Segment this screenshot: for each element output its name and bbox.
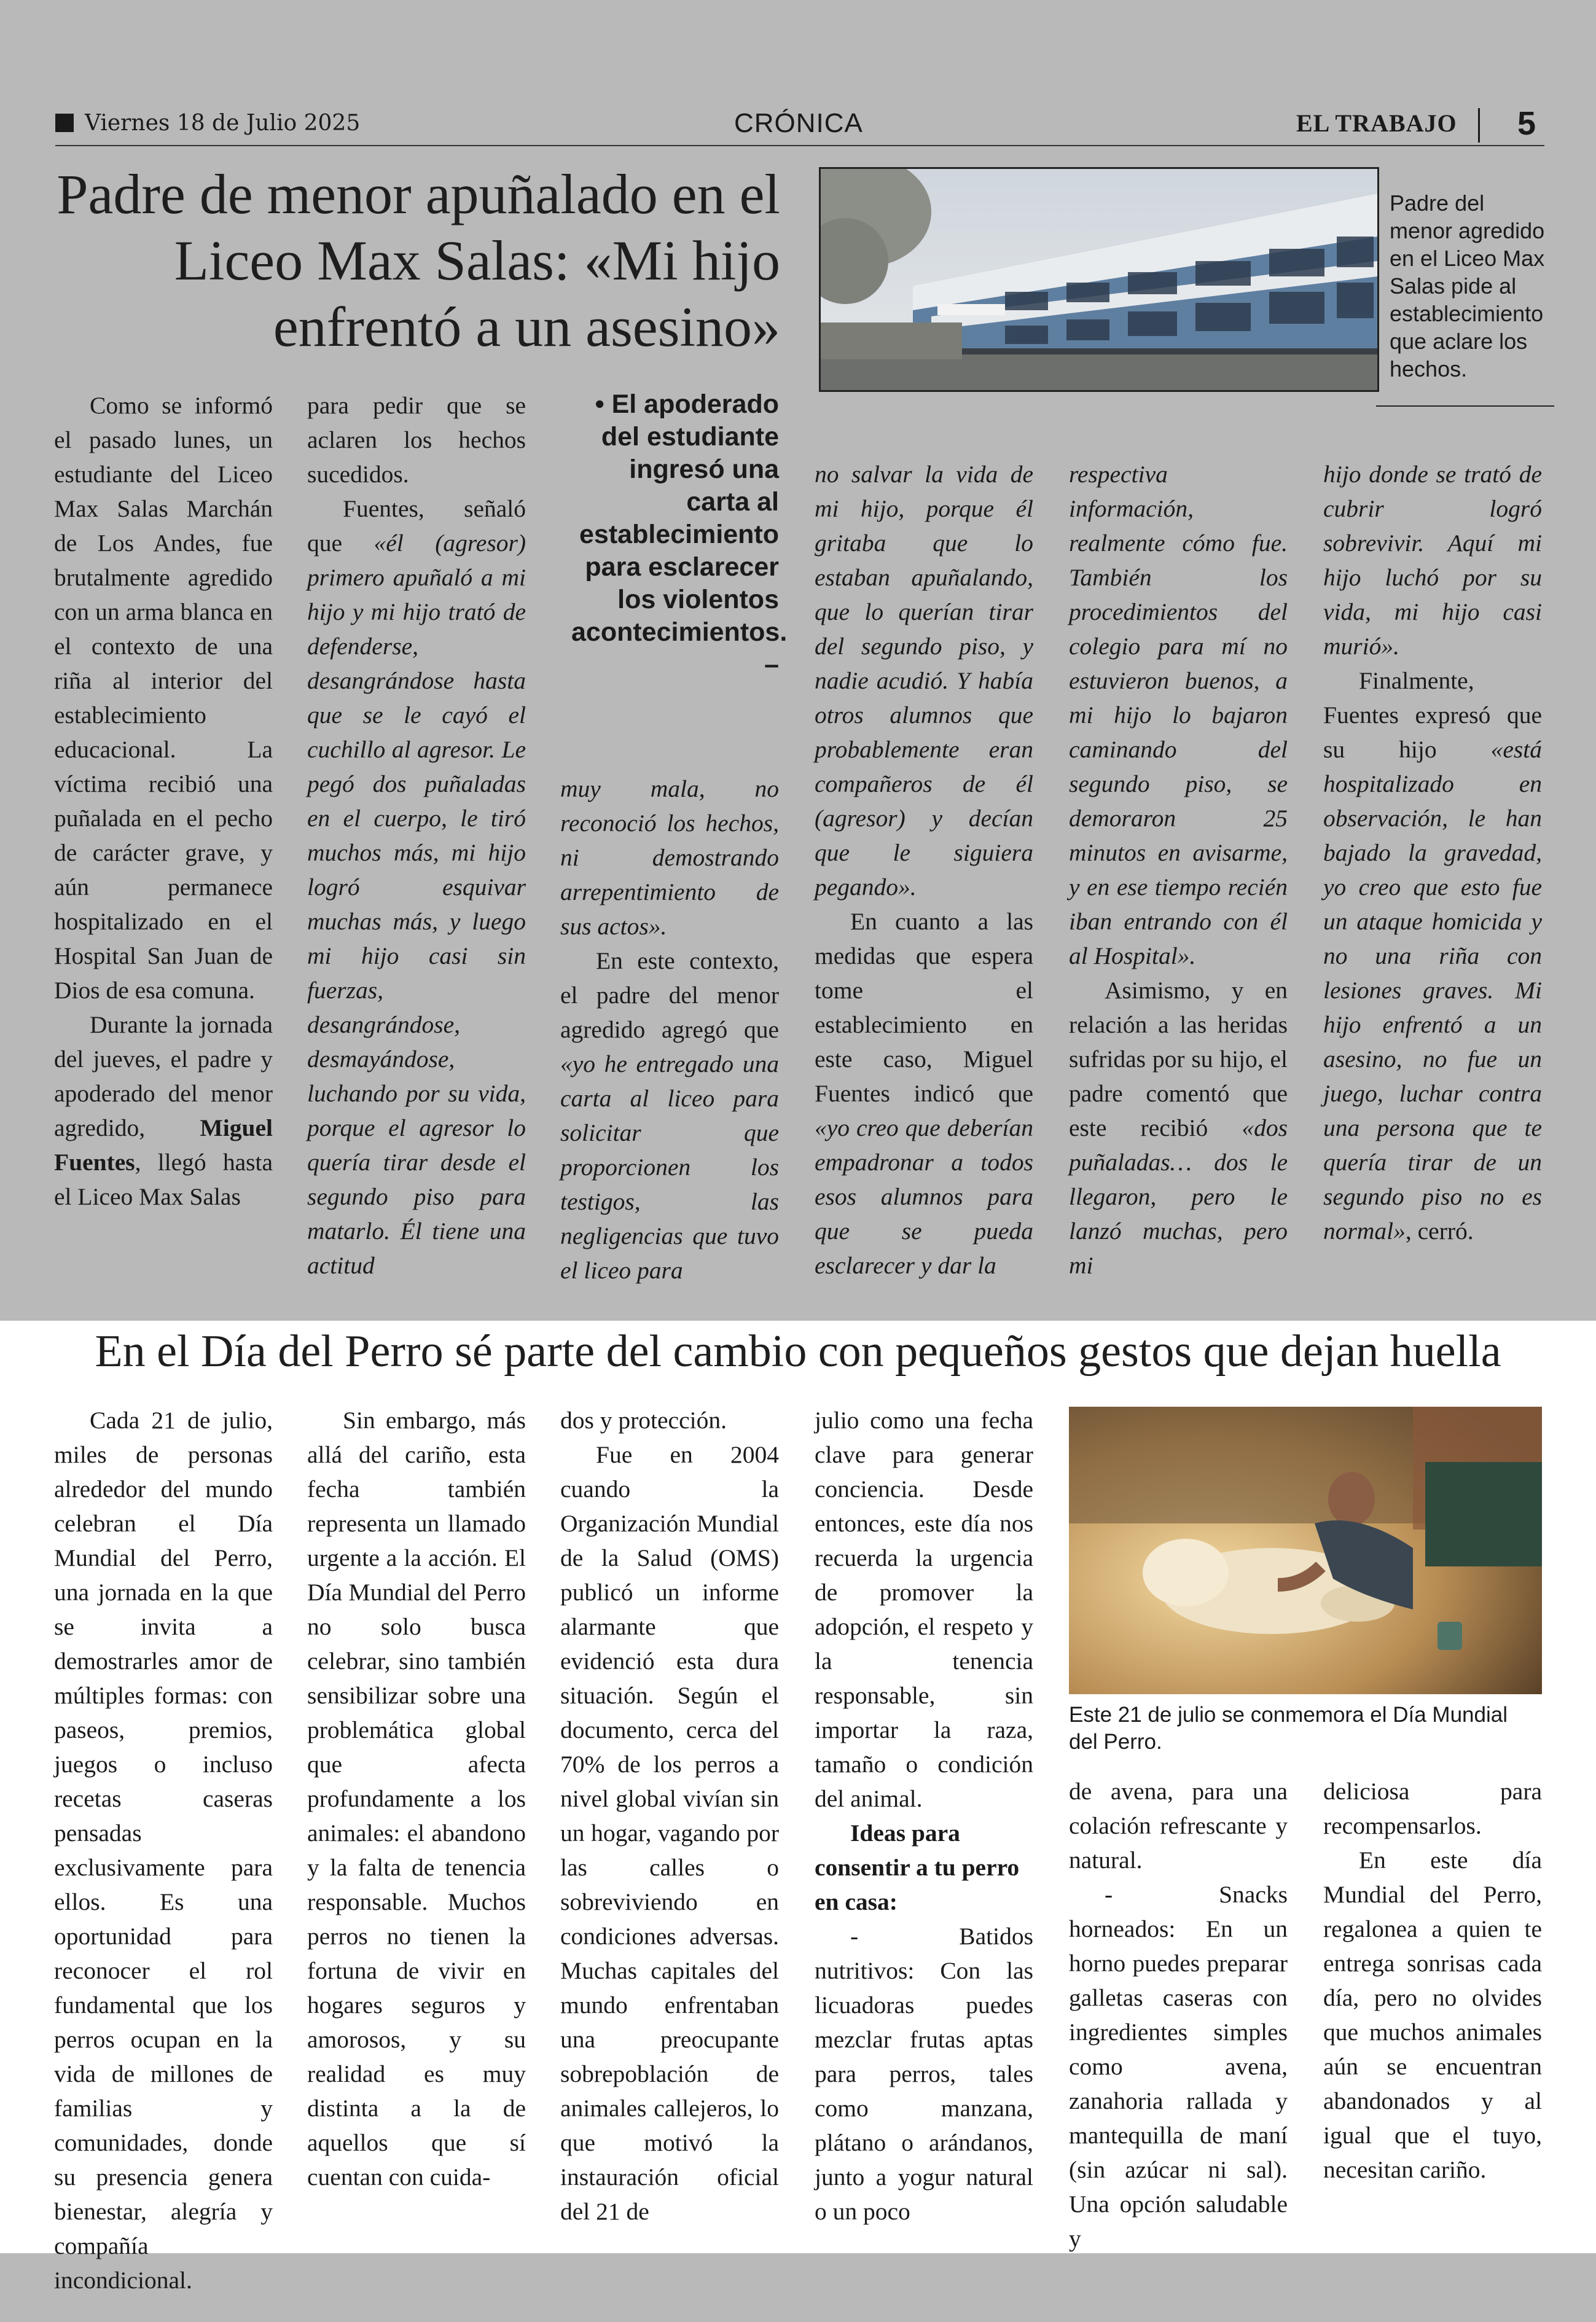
paragraph <box>560 944 779 1288</box>
paragraph: - Batidos nutritivos: Con las licuadoras puedes mezclar frutas aptas para perros, tales como manzana, plátano o arándanos, junto a yogur natural o un poco <box>815 1923 1033 2225</box>
paragraph <box>307 491 526 1283</box>
caption-rule <box>1376 405 1554 407</box>
article2-column-3 <box>560 1403 779 2229</box>
article1-photo-caption: Padre del menor agredido en el Liceo Max Salas pide al establecimiento que aclare los hechos. <box>1390 190 1545 381</box>
quote-run: «él (agresor) primero apuñaló a mi hijo y mi hijo trató de defenderse, desangrándose hasta que se le cayó el cuchillo al agresor. Le pegó dos puñaladas en el cuerpo, le tiró muchos más, mi hijo logró esquivar muchas más, y luego mi hijo casi sin fuerzas, desangrándose, desmayándose, luchando por su vida, porque el agresor lo quería tirar desde el segundo piso para matarlo. Él tiene una actitud <box>307 530 526 1279</box>
article2-column-1 <box>54 1403 273 2297</box>
page-number: 5 <box>1517 105 1536 142</box>
dog-photo <box>1069 1407 1542 1694</box>
paragraph: - Snacks horneados: En un horno puedes preparar galletas caseras con ingredientes simples como avena, zanahoria rallada y mantequilla de maní (sin azúcar ni sal). Una opción saludable y <box>1069 1881 1288 2252</box>
subheading: Ideas para consentir a tu perro en casa: <box>815 1820 1020 1915</box>
header-separator <box>1478 108 1480 143</box>
header-rule <box>55 145 1544 146</box>
article2-column-4 <box>815 1403 1033 2229</box>
article1-column-4 <box>815 457 1033 1283</box>
text-run: Asimismo, y en relación a las heridas sufridas por su hijo, el padre comentó que este recibió <box>1069 977 1288 1141</box>
paragraph: Como se informó el pasado lunes, un estudiante del Liceo Max Salas Marchán de Los Andes, fue brutalmente agredido con un arma blanca en el contexto de una riña al interior del establecimiento educacional. La víctima recibió una puñalada en el pecho de carácter grave, y aún permanece hospitalizado en el Hospital San Juan de Dios de esa comuna. <box>54 392 273 1004</box>
paragraph: En este día Mundial del Perro, regalonea a quien te entrega sonrisas cada día, pero no olvides que muchos animales aún se encuentran abandonados y al igual que el tuyo, necesitan cariño. <box>1323 1847 1542 2183</box>
quote-run: «dos puñaladas… dos le llegaron, pero le lanzó muchas, pero mi <box>1069 1114 1288 1279</box>
issue-date <box>55 102 360 145</box>
article1-column-6 <box>1323 457 1542 1248</box>
text-run: Fuentes, señaló que <box>307 495 526 557</box>
school-building-image <box>821 169 1377 390</box>
newspaper-name: EL TRABAJO <box>1296 109 1457 137</box>
paragraph <box>815 904 1033 1283</box>
paragraph <box>1323 663 1542 1248</box>
text-run: En este contexto, el padre del menor agredido agregó que <box>560 947 779 1043</box>
paragraph: respectiva información, realmente cómo fue. También los procedimientos del colegio para mí no estuvieron buenos, a mi hijo lo bajaron caminando del segundo piso, se demoraron 25 minutos en avisarme, y en ese tiempo recién iban entrando con él al Hospital». <box>1069 461 1288 969</box>
paragraph: para pedir que se aclaren los hechos sucedidos. <box>307 392 526 488</box>
paragraph: de avena, para una colación refrescante y natural. <box>1069 1778 1288 1874</box>
quote-run: «está hospitalizado en observación, le han bajado la gravedad, yo creo que esto fue un ataque homicida y no una riña con lesiones graves. Mi hijo enfrentó a un asesino, no fue un juego, luchar contra una persona que te quería tirar de un segundo piso no es normal» <box>1323 736 1542 1245</box>
article2-column-6 <box>1323 1774 1542 2187</box>
article2-column-5 <box>1069 1774 1288 2256</box>
paragraph: julio como una fecha clave para generar conciencia. Desde entonces, este día nos recuerda la urgencia de promover la adopción, el respeto y la tenencia responsable, sin importar la raza, tamaño o condición del animal. <box>815 1407 1033 1812</box>
paragraph: no salvar la vida de mi hijo, porque él gritaba que lo estaban apuñalando, que lo querían tirar del segundo piso, y nadie acudió. Y había otros alumnos que probablemente eran compañeros de él (agresor) y decían que le siguiera pegando». <box>815 461 1033 901</box>
article1-column-1 <box>54 388 273 1214</box>
text-run: , llegó hasta el Liceo Max Salas <box>54 1149 273 1210</box>
text-run: , cerró. <box>1405 1218 1474 1245</box>
text-run: Durante la jornada del jueves, el padre y apoderado del menor agredido, <box>54 1011 273 1141</box>
article2-column-2 <box>307 1403 526 2194</box>
dog-and-man-image <box>1069 1407 1542 1694</box>
article2-photo-caption: Este 21 de julio se conmemora el Día Mundial del Perro. <box>1069 1703 1508 1754</box>
article1-column-5 <box>1069 457 1288 1283</box>
article1-column-3 <box>560 772 779 1288</box>
paragraph <box>1069 973 1288 1283</box>
paragraph: Fue en 2004 cuando la Organización Mundial de la Salud (OMS) publicó un informe alarmante que evidenció esta dura situación. Según el documento, cerca del 70% de los perros a nivel global vivían sin un hogar, vagando por las calles o sobreviviendo en condiciones adversas. Muchas capitales del mundo enfrentaban una preocupante sobrepoblación de animales callejeros, lo que motivó la instauración oficial del 21 de <box>560 1441 779 2225</box>
person-name: Miguel Fuentes <box>54 1114 273 1176</box>
article1-column-2 <box>307 388 526 1283</box>
quote-run: «yo creo que deberían empadronar a todos esos alumnos para que se pueda esclarecer y dar la <box>815 1114 1033 1279</box>
paragraph: Sin embargo, más allá del cariño, esta fecha también representa un llamado urgente a la acción. El Día Mundial del Perro no solo busca celebrar, sino también sensibilizar sobre una problemática global que afecta profundamente a los animales: el abandono y la falta de tenencia responsable. Muchos perros no tienen la fortuna de vivir en hogares seguros y amorosos, y su realidad es muy distinta a la de aquellos que sí cuentan con cuida- <box>307 1407 526 2191</box>
text-run: Finalmente, Fuentes expresó que su hijo <box>1323 667 1542 763</box>
issue-date-text: Viernes 18 de Julio 2025 <box>85 111 361 136</box>
paragraph: dos y protección. <box>560 1407 727 1434</box>
paragraph: deliciosa para recompensarlos. <box>1323 1778 1542 1839</box>
article1-headline: Padre de menor apuñalado en el Liceo Max Salas: «Mi hijo enfrentó a un asesino» <box>57 163 780 358</box>
paragraph: hijo donde se trató de cubrir logró sobrevivir. Aquí mi hijo luchó por su vida, mi hijo casi murió». <box>1323 461 1542 660</box>
quote-run: «yo he entregado una carta al liceo para solicitar que proporcionen los testigos, las negligencias que tuvo el liceo para <box>560 1050 779 1284</box>
article2-headline: En el Día del Perro sé parte del cambio con pequeños gestos que dejan huella <box>95 1326 1501 1377</box>
section-name: CRÓNICA <box>734 108 863 138</box>
article1-pullquote: • El apoderado del estudiante ingresó una carta al establecimiento para esclarecer los violentos acontecimientos. – <box>571 389 788 679</box>
paragraph <box>54 1007 273 1214</box>
paragraph: muy mala, no reconoció los hechos, ni demostrando arrepentimiento de sus actos». <box>560 775 779 940</box>
square-bullet-icon <box>55 114 74 132</box>
paragraph: Cada 21 de julio, miles de personas alrededor del mundo celebran el Día Mundial del Perro, una jornada en la que se invita a demostrarles amor de múltiples formas: con paseos, premios, juegos o incluso recetas caseras pensadas exclusivamente para ellos. Es una oportunidad para reconocer el rol fundamental que los perros ocupan en la vida de millones de familias y comunidades, donde su presencia genera bienestar, alegría y compañía incondicional. <box>54 1407 273 2294</box>
school-building-photo <box>819 167 1379 392</box>
text-run: En cuanto a las medidas que espera tome el establecimiento en este caso, Miguel Fuentes indicó que <box>815 908 1033 1107</box>
